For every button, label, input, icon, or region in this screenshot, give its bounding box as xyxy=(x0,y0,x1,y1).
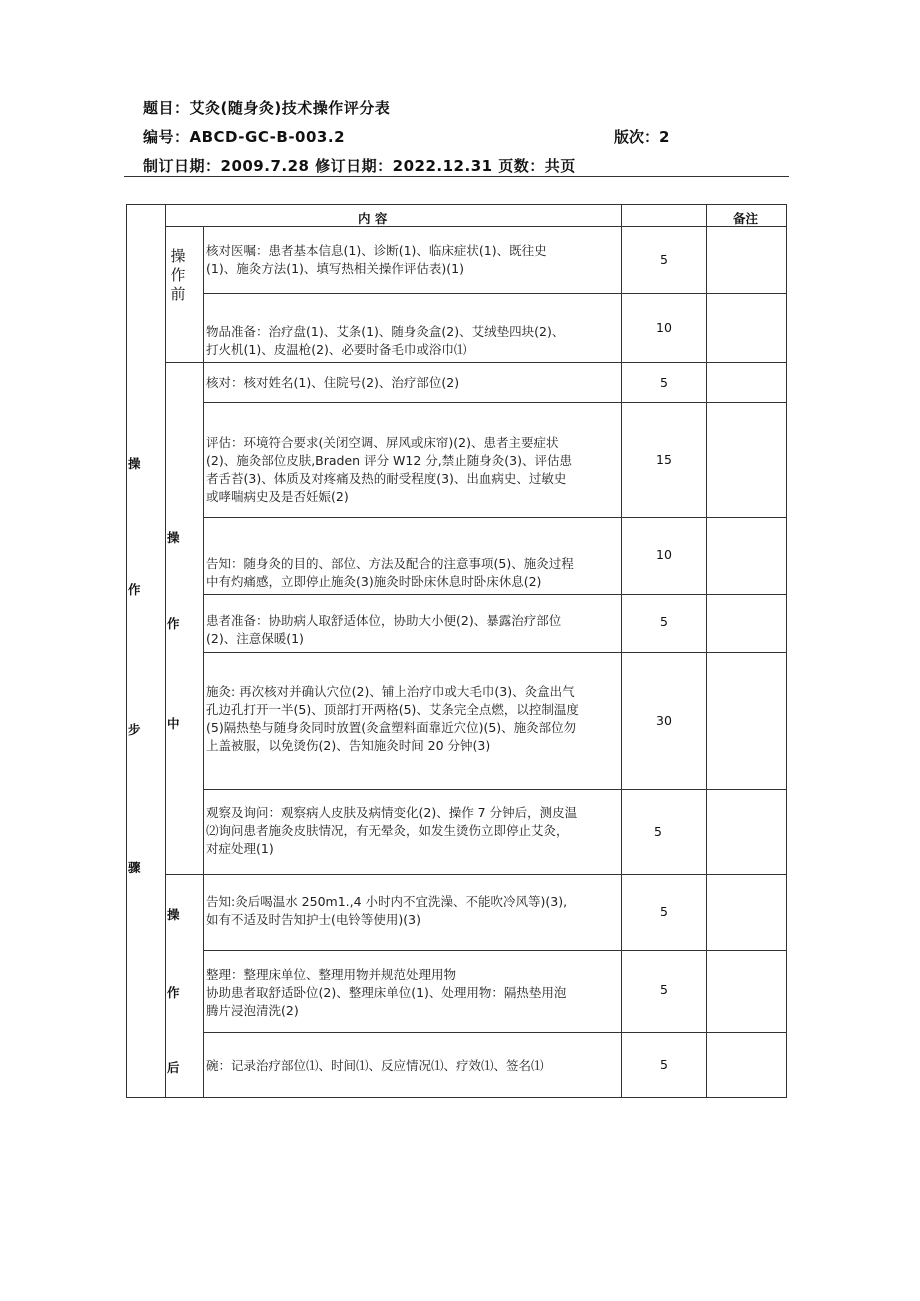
document-dates: 制订日期：2009.7.28 修订日期：2022.12.31 页数：共页 xyxy=(143,157,576,175)
row-text-line: 整理：整理床单位、整理用物并规范处理用物 xyxy=(206,967,457,982)
before-label-char: 作 xyxy=(170,266,186,284)
row-text-line: 上盖被服，以免烫伤(2)、告知施灸时间 20 分钟(3) xyxy=(206,738,491,753)
row-text-line: 腾片浸泡清洗(2) xyxy=(206,1003,299,1018)
row-text-line: 打火机(1)、皮温枪(2)、必要时备毛巾或浴巾⑴ xyxy=(206,342,467,357)
row-score: 5 xyxy=(654,824,662,839)
outer-label-char: 步 xyxy=(128,722,141,737)
row-text-line: (2)、注意保暖(1) xyxy=(206,631,304,646)
row-text-line: (5)隔热垫与随身灸同时放置(灸盒塑料面靠近穴位)(5)、施灸部位勿 xyxy=(206,720,577,735)
after-label-char: 作 xyxy=(167,985,180,1000)
row-text-line: 施灸: 再次核对并确认穴位(2)、铺上治疗巾或大毛巾(3)、灸盒出气 xyxy=(206,684,575,699)
table-row xyxy=(206,966,566,1020)
row-text-line: (1)、施灸方法(1)、填写热相关操作评估表)(1) xyxy=(206,261,464,276)
row-text-line: 对症处理(1) xyxy=(206,841,274,856)
row-text-line: 协助患者取舒适卧位(2)、整理床单位(1)、处理用物：隔热垫用泡 xyxy=(206,985,567,1000)
after-label-char: 操 xyxy=(167,907,180,922)
row-text-line: 评估：环境符合要求(关闭空调、屏风或床帘)(2)、患者主要症状 xyxy=(206,435,559,450)
during-label-char: 操 xyxy=(167,530,180,545)
document-code: 编号：ABCD-GC-B-003.2 xyxy=(143,128,346,146)
row-text-line: (2)、施灸部位皮肤,Braden 评分 W12 分,禁止随身灸(3)、评估患 xyxy=(206,453,572,468)
table-row xyxy=(206,323,564,359)
row-score: 5 xyxy=(660,614,668,629)
row-score: 5 xyxy=(660,904,668,919)
during-label-char: 中 xyxy=(167,716,180,731)
table-row xyxy=(206,1057,544,1075)
outer-label-char: 骤 xyxy=(128,860,141,875)
table-row xyxy=(206,804,577,858)
outer-label-char: 作 xyxy=(128,582,141,597)
row-text-line: 碗：记录治疗部位⑴、时间⑴、反应情况⑴、疗效⑴、签名⑴ xyxy=(206,1058,544,1073)
row-score: 15 xyxy=(656,452,672,467)
table-row xyxy=(206,893,567,929)
row-score: 5 xyxy=(660,982,668,997)
row-text-line: 患者准备：协助病人取舒适体位，协助大小便(2)、暴露治疗部位 xyxy=(206,613,562,628)
table-row xyxy=(206,434,572,506)
outer-label-char: 操 xyxy=(128,456,141,471)
table-row xyxy=(206,683,579,755)
document-version: 版次：2 xyxy=(614,128,670,146)
row-score: 10 xyxy=(656,547,672,562)
row-text-line: 告知:灸后喝温水 250m1.,4 小时内不宜洗澡、不能吹冷风等)(3), xyxy=(206,894,568,909)
header-rule xyxy=(124,176,789,177)
table-row xyxy=(206,242,547,278)
row-score: 5 xyxy=(660,1057,668,1072)
table-row xyxy=(206,374,459,392)
column-header-remark: 备注 xyxy=(733,211,759,226)
row-text-line: 或哮喘病史及是否妊娠(2) xyxy=(206,489,349,504)
row-score: 30 xyxy=(656,713,672,728)
during-label-char: 作 xyxy=(167,616,180,631)
row-score: 5 xyxy=(660,252,668,267)
row-score: 5 xyxy=(660,375,668,390)
column-header-content: 内 容 xyxy=(358,211,388,226)
before-label-char: 前 xyxy=(170,285,186,303)
row-text-line: 孔边孔打开一半(5)、顶部打开两格(5)、艾条完全点燃，以控制温度 xyxy=(206,702,579,717)
after-label-char: 后 xyxy=(167,1060,180,1075)
table-row xyxy=(206,612,561,648)
row-text-line: 核对医嘱：患者基本信息(1)、诊断(1)、临床症状(1)、既往史 xyxy=(206,243,547,258)
row-text-line: 物品准备：治疗盘(1)、艾条(1)、随身灸盒(2)、艾绒垫四块(2)、 xyxy=(206,324,565,339)
table-row xyxy=(206,555,574,591)
row-text-line: 核对：核对姓名(1)、住院号(2)、治疗部位(2) xyxy=(206,375,460,390)
row-text-line: 观察及询问：观察病人皮肤及病情变化(2)、操作 7 分钟后，测皮温 xyxy=(206,805,578,820)
row-text-line: 中有灼痛感，立即停止施灸(3)施灸时卧床休息时卧床休息(2) xyxy=(206,574,542,589)
row-text-line: ⑵询问患者施灸皮肤情况，有无晕灸，如发生烫伤立即停止艾灸， xyxy=(206,823,569,838)
row-text-line: 者舌苔(3)、体质及对疼痛及热的耐受程度(3)、出血病史、过敏史 xyxy=(206,471,567,486)
row-text-line: 如有不适及时告知护士(电铃等使用)(3) xyxy=(206,912,421,927)
before-label-char: 操 xyxy=(170,247,186,265)
row-score: 10 xyxy=(656,320,672,335)
row-text-line: 告知：随身灸的目的、部位、方法及配合的注意事项(5)、施灸过程 xyxy=(206,556,574,571)
document-title: 题目：艾灸(随身灸)技术操作评分表 xyxy=(143,99,391,117)
